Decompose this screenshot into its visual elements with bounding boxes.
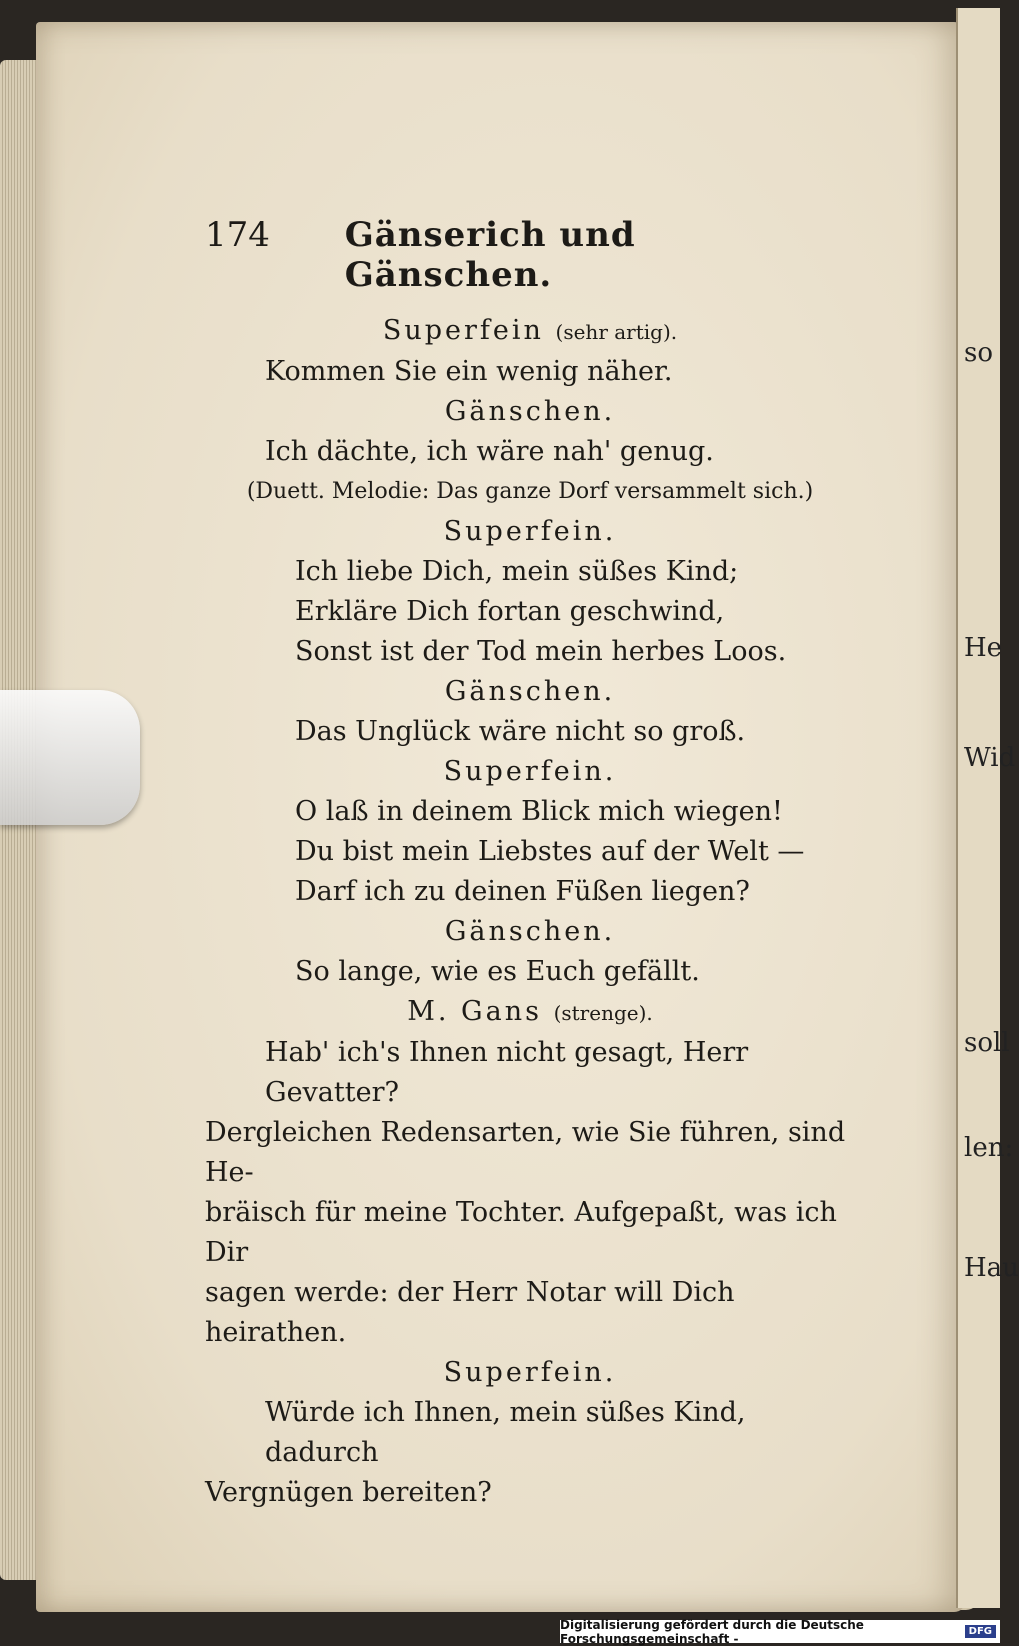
text-lines	[205, 311, 855, 1513]
speaker-name	[205, 992, 855, 1033]
text-line	[205, 1393, 855, 1473]
line-text: Ich liebe Dich, mein süßes Kind;	[295, 556, 739, 587]
line-text: Superfein	[382, 315, 544, 346]
next-page-fragment: so	[964, 338, 993, 368]
dfg-logo: DFG	[965, 1625, 996, 1638]
text-line	[205, 952, 855, 992]
text-line	[205, 592, 855, 632]
speaker-direction: (sehr artig).	[555, 320, 678, 344]
speaker-name	[205, 752, 855, 792]
text-line	[205, 1113, 855, 1193]
running-title: Gänserich und Gänschen.	[344, 215, 636, 295]
footer-text: Digitalisierung gefördert durch die Deutsche Forschungsgemeinschaft -	[560, 1617, 864, 1646]
next-page-fragment: Hau	[964, 1253, 1019, 1283]
line-text: Superfein.	[443, 516, 617, 547]
text-line	[205, 432, 855, 472]
line-text: Kommen Sie ein wenig näher.	[265, 356, 673, 387]
text-line	[205, 792, 855, 832]
line-text: Gänschen.	[444, 916, 616, 947]
speaker-direction: (strenge).	[553, 1001, 653, 1025]
text-line	[205, 552, 855, 592]
line-text: So lange, wie es Euch gefällt.	[295, 956, 700, 987]
page-header	[205, 215, 855, 295]
page-number: 174	[205, 215, 270, 255]
next-page-sliver	[956, 8, 1019, 1608]
digitization-footer	[560, 1617, 1000, 1646]
line-text: Dergleichen Redensarten, wie Sie führen, sind He-	[205, 1117, 846, 1188]
speaker-name	[205, 392, 855, 432]
line-text: Vergnügen bereiten?	[205, 1477, 492, 1508]
text-line	[205, 1193, 855, 1273]
line-text: Superfein.	[443, 756, 617, 787]
speaker-name	[205, 912, 855, 952]
line-text: M. Gans	[407, 996, 542, 1027]
next-page-fragment: Wid	[964, 743, 1016, 773]
next-page-fragment: soll	[964, 1028, 1010, 1058]
text-line	[205, 1473, 855, 1513]
line-text: Sonst ist der Tod mein herbes Loos.	[295, 636, 787, 667]
text-line	[205, 632, 855, 672]
text-line	[205, 872, 855, 912]
line-text: Superfein.	[443, 1357, 617, 1388]
line-text: Erkläre Dich fortan geschwind,	[295, 596, 725, 627]
speaker-name	[205, 1353, 855, 1393]
line-text: O laß in deinem Blick mich wiegen!	[295, 796, 783, 827]
line-text: Ich dächte, ich wäre nah' genug.	[265, 436, 714, 467]
speaker-name	[205, 672, 855, 712]
line-text: Würde ich Ihnen, mein süßes Kind, dadurch	[265, 1397, 746, 1468]
page-text	[205, 215, 855, 1513]
stage-direction	[205, 472, 855, 512]
line-text: Gänschen.	[444, 676, 616, 707]
speaker-name	[205, 512, 855, 552]
speaker-name	[205, 311, 855, 352]
line-text: Darf ich zu deinen Füßen liegen?	[295, 876, 750, 907]
line-text: (Duett. Melodie: Das ganze Dorf versammelt sich.)	[246, 479, 814, 504]
line-text: Du bist mein Liebstes auf der Welt —	[295, 836, 805, 867]
line-text: Gänschen.	[444, 396, 616, 427]
text-line	[205, 712, 855, 752]
line-text: sagen werde: der Herr Notar will Dich heirathen.	[205, 1277, 735, 1348]
text-line	[205, 352, 855, 392]
line-text: bräisch für meine Tochter. Aufgepaßt, was ich Dir	[205, 1197, 837, 1268]
line-text: Das Unglück wäre nicht so groß.	[295, 716, 746, 747]
text-line	[205, 1273, 855, 1353]
line-text: Hab' ich's Ihnen nicht gesagt, Herr Gevatter?	[265, 1037, 749, 1108]
page-clip	[0, 690, 140, 825]
text-line	[205, 1033, 855, 1113]
next-page-fragment: len:	[964, 1133, 1014, 1163]
text-line	[205, 832, 855, 872]
next-page-fragment: He	[964, 633, 1003, 663]
